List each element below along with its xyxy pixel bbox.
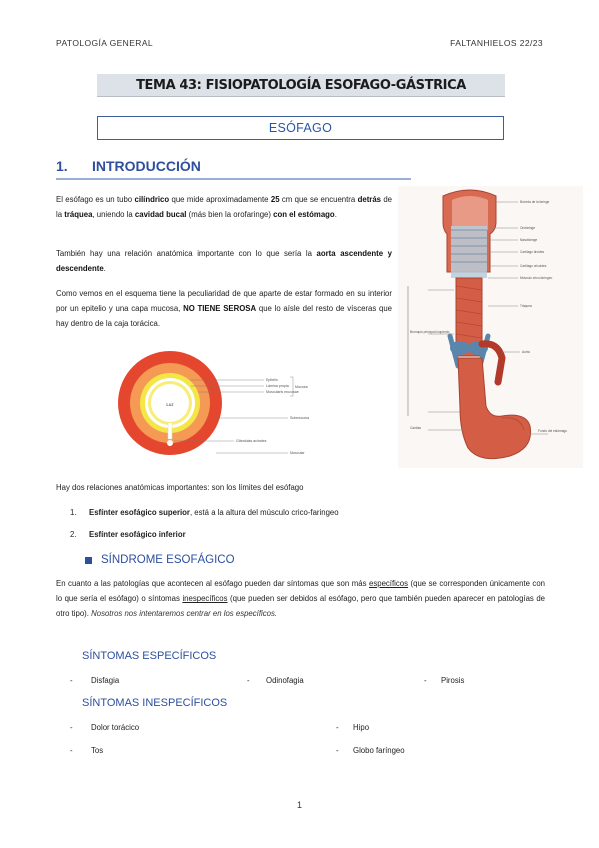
- list-number: 2.: [70, 530, 77, 539]
- list-dash: -: [336, 746, 339, 755]
- symptom-item: Odinofagia: [266, 676, 304, 685]
- text-run: que mide aproximadamente: [169, 195, 271, 204]
- list-number: 1.: [70, 508, 77, 517]
- anatomy-label: Aorta: [522, 350, 530, 354]
- list-dash: -: [70, 746, 73, 755]
- anatomy-label: Fondo del estómago: [538, 429, 568, 433]
- section-title: INTRODUCCIÓN: [92, 158, 201, 174]
- text-run: (que se corresponden únicamente con lo que sería el esófago) o síntomas: [56, 579, 545, 604]
- paragraph-serosa: [56, 286, 392, 332]
- header-author: FALTANHIELOS 22/23: [450, 38, 543, 48]
- anatomy-label: Cartílago cricoides: [520, 264, 547, 268]
- subsection-title: SÍNDROME ESOFÁGICO: [101, 554, 235, 566]
- text-run: También hay una relación anatómica importante con lo que sería la: [56, 249, 317, 258]
- text-run: de la: [56, 195, 393, 220]
- text-run: Nosotros nos intentaremos centrar en los específicos.: [91, 609, 278, 619]
- diagram-label: Epitelio: [266, 378, 278, 382]
- section-heading: [56, 158, 411, 174]
- text-run: El esófago es un tubo: [56, 195, 135, 204]
- anatomy-label: Nasofaringe: [520, 238, 538, 242]
- anatomy-label: Músculo crico-faríngeo: [520, 276, 553, 280]
- document-title-text: TEMA 43: FISIOPATOLOGÍA ESOFAGO-GÁSTRICA: [136, 77, 466, 93]
- relations-intro: Hay dos relaciones anatómicas importantes: son los límites del esófago: [56, 483, 304, 492]
- section-number: 1.: [56, 158, 68, 174]
- paragraph-symptoms: [56, 576, 545, 622]
- diagram-group-label: Mucosa: [295, 385, 308, 389]
- text-run: cavidad bucal: [134, 210, 187, 220]
- text-run: NO TIENE SEROSA: [183, 304, 257, 314]
- diagram-label: Muscular: [290, 451, 305, 455]
- anatomy-label: Bronquio principal izquierdo: [410, 330, 450, 334]
- list-dash: -: [70, 723, 73, 732]
- text-run: (más bien la orofaringe): [186, 210, 274, 220]
- diagram-label: Glándulas acinales: [236, 439, 267, 443]
- symptom-item: Dolor torácico: [91, 723, 140, 732]
- subtitle-text: ESÓFAGO: [268, 121, 333, 135]
- anatomy-label: Cartílago tiroides: [520, 250, 545, 254]
- list-dash: -: [247, 676, 250, 685]
- paragraph-aorta: [56, 246, 392, 276]
- esophagus-layers-diagram: [104, 343, 316, 461]
- anatomy-label: Orofaringe: [520, 226, 536, 230]
- paragraph-intro: [56, 192, 392, 222]
- text-run: específicos: [369, 579, 409, 588]
- subtitle-box: [97, 116, 504, 140]
- text-run: cilíndrico: [134, 195, 170, 204]
- text-run: .: [334, 210, 337, 220]
- text-run: (que pueden ser debidos al esófago, pero que también pueden aparecer en patologías de otro tipo).: [56, 594, 545, 619]
- diagram-label: Lámina propia: [266, 384, 289, 388]
- diagram-label: Muscularis mucosae: [266, 390, 299, 394]
- text-run: aorta ascendente y descendente: [56, 249, 393, 274]
- anatomy-label: Bóveda de la faringe: [520, 200, 550, 204]
- list-item: [70, 530, 186, 539]
- list-item-rest: , está a la altura del músculo crico-faringeo: [189, 508, 339, 517]
- nonspecific-symptoms-heading: SÍNTOMAS INESPECÍFICOS: [82, 697, 228, 709]
- anatomy-label: Tráquea: [520, 304, 532, 308]
- esophagus-anatomy-illustration: [398, 186, 583, 468]
- text-run: que lo aísle del resto de vísceras que hay dentro de la caja torácica.: [56, 304, 393, 329]
- list-item-bold: Esfínter esofágico inferior: [89, 530, 186, 539]
- text-run: Como vemos en el esquema tiene la peculiaridad de que aparte de estar formado en su interior por un epitelio y una capa mucosa,: [56, 289, 392, 314]
- list-dash: -: [336, 723, 339, 732]
- text-run: detrás: [357, 195, 381, 204]
- anatomy-label: Cardias: [410, 426, 421, 430]
- symptom-item: Globo faríngeo: [353, 746, 405, 755]
- list-item-bold: Esfínter esofágico superior: [89, 508, 190, 517]
- document-title: [97, 74, 505, 97]
- text-run: En cuanto a las patologías que acontecen al esófago pueden dar síntomas que son más: [56, 579, 369, 588]
- specific-symptoms-heading: SÍNTOMAS ESPECÍFICOS: [82, 650, 217, 662]
- text-run: 25: [270, 195, 280, 204]
- symptom-item: Hipo: [353, 723, 370, 732]
- text-run: .: [103, 264, 106, 274]
- symptom-item: Disfagia: [91, 676, 120, 685]
- square-bullet-icon: [85, 557, 92, 564]
- symptom-item: Tos: [91, 746, 104, 755]
- header-course: PATOLOGÍA GENERAL: [56, 38, 154, 48]
- symptom-item: Pirosis: [441, 676, 465, 685]
- text-run: inespecíficos: [182, 594, 228, 604]
- section-rule: [56, 178, 411, 180]
- text-run: cm que se encuentra: [279, 195, 358, 204]
- text-run: con el estómago: [273, 210, 335, 220]
- subsection-heading: [85, 554, 235, 566]
- text-run: tráquea: [64, 210, 93, 220]
- list-item: [70, 508, 339, 517]
- list-dash: -: [424, 676, 427, 685]
- text-run: , uniendo la: [92, 210, 135, 220]
- list-dash: -: [70, 676, 73, 685]
- diagram-label: Submucosa: [290, 416, 309, 420]
- diagram-center-label: Luz: [166, 402, 174, 407]
- page-number: 1: [296, 800, 302, 810]
